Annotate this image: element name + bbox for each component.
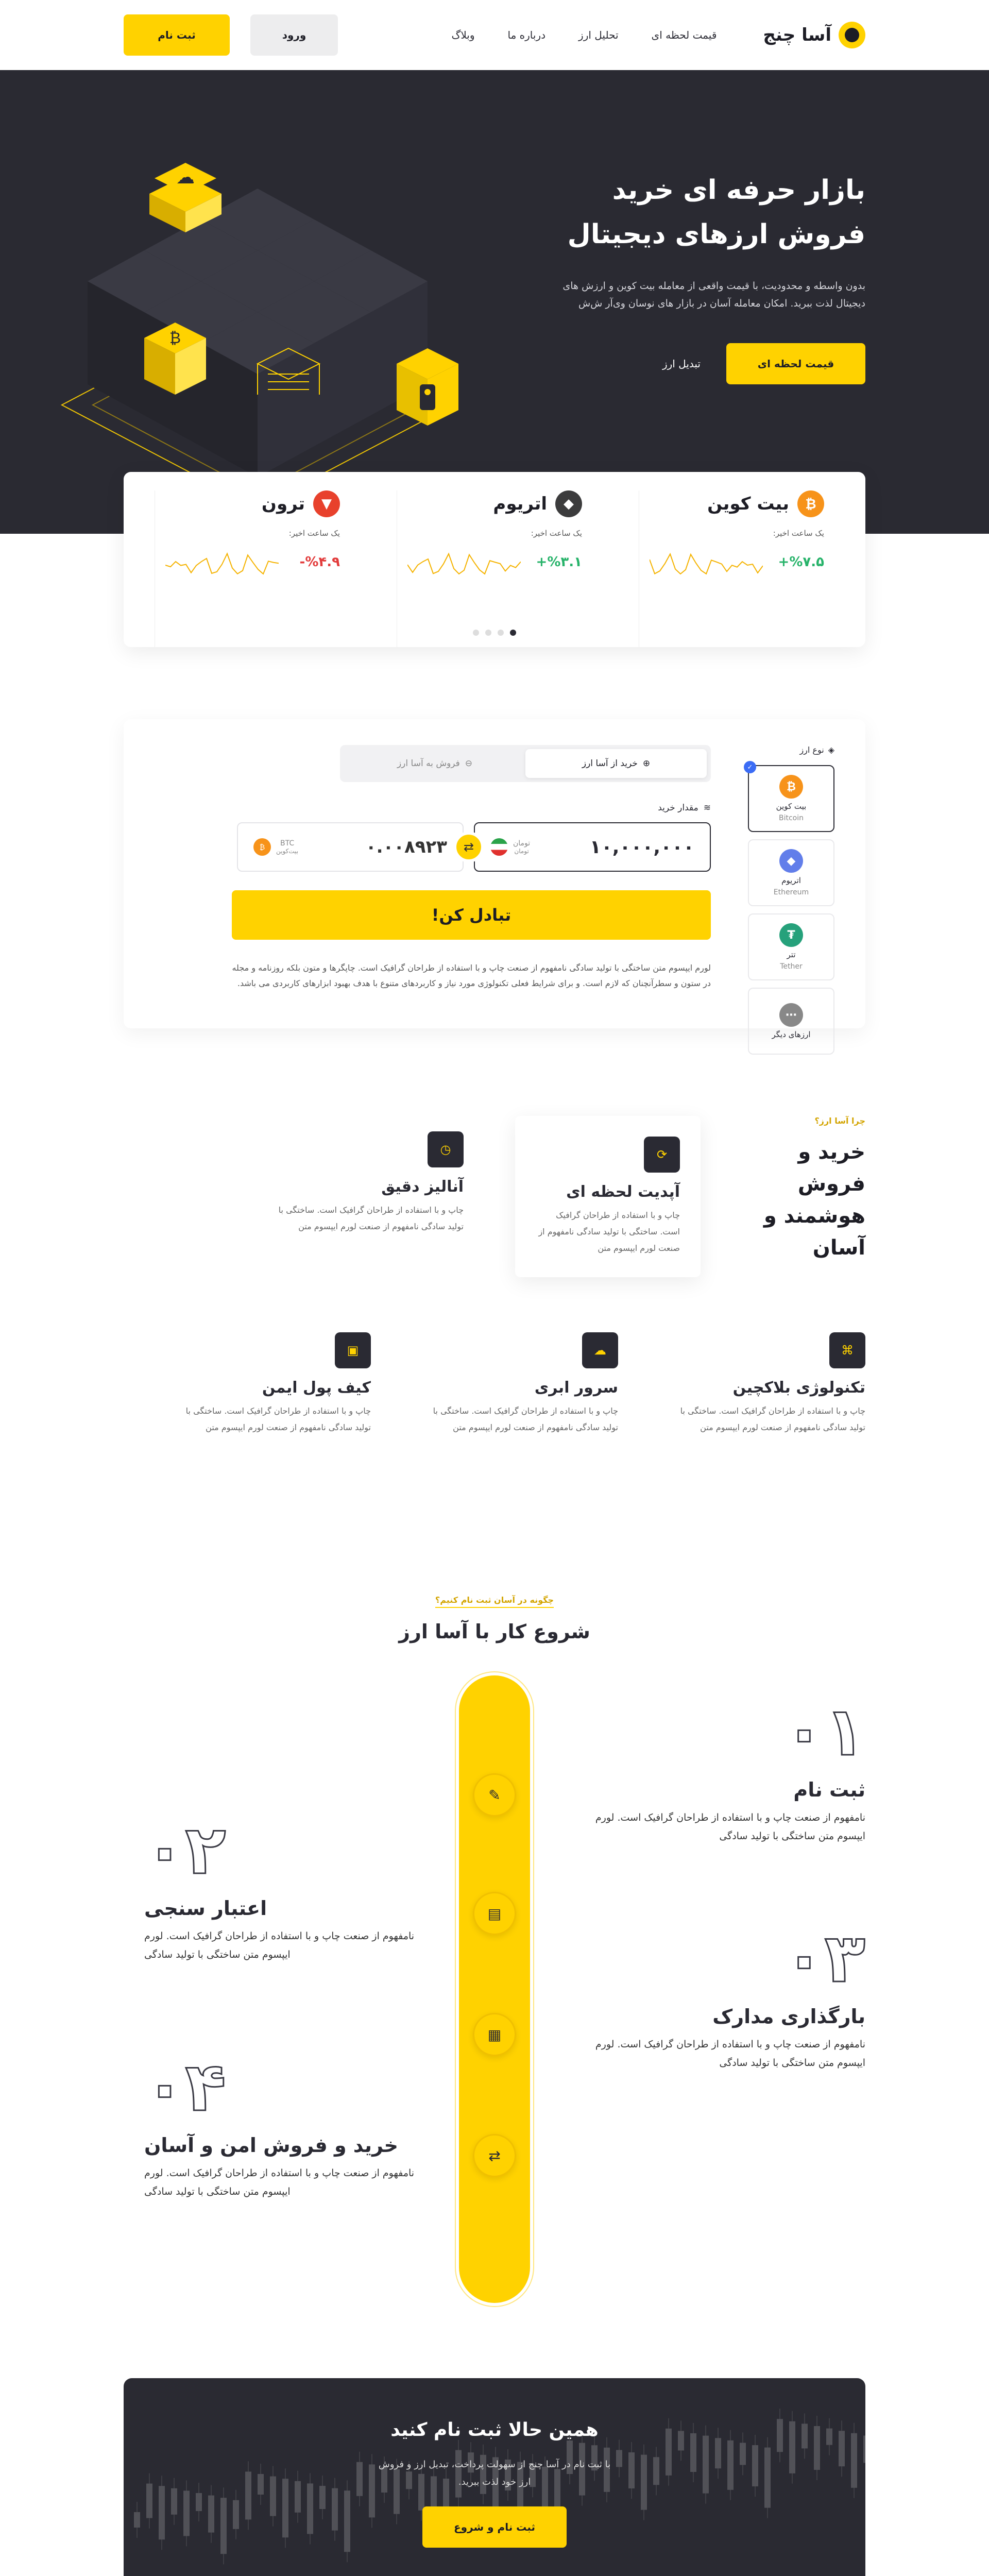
nav-live-price[interactable]: قیمت لحظه ای <box>651 29 717 41</box>
register-icon: ✎ <box>473 1773 516 1817</box>
wallet-icon: ▣ <box>335 1332 371 1368</box>
sparkline-line <box>650 554 763 574</box>
step-description: نامفهوم از صنعت چاپ و با استفاده از طراحان گرافیک است. لورم ایپسوم متن ساختگی با تولید سادگی <box>595 2039 865 2069</box>
feature-description: چاپ و با استفاده از طراحان گرافیک است. ساختگی با تولید سادگی نامفهوم از صنعت لورم ایپسوم متن <box>680 1406 865 1432</box>
coin-name-en: Bitcoin <box>779 814 804 822</box>
step-number: ۰۲ <box>144 1811 226 1889</box>
feature-card <box>185 1332 371 1436</box>
sparkline-line <box>165 554 279 574</box>
step-item <box>144 2048 433 2201</box>
price-card[interactable] <box>639 490 834 647</box>
btc-currency[interactable] <box>253 838 298 856</box>
features-section <box>0 1116 989 1513</box>
feature-card <box>433 1332 618 1436</box>
price-card-name: ترون <box>261 494 305 514</box>
hero-text <box>556 168 865 384</box>
bitcoin-icon: ₿ <box>253 838 271 856</box>
price-card-period: یک ساعت اخیر: <box>531 529 582 538</box>
carousel-dots <box>473 630 516 636</box>
cta-signup-button[interactable]: ثبت نام و شروع <box>422 2506 567 2548</box>
tab-buy[interactable] <box>525 749 707 778</box>
live-price-button[interactable]: قیمت لحظه ای <box>726 343 865 384</box>
coin-option[interactable] <box>748 988 834 1055</box>
trade-icon: ⇄ <box>473 2134 516 2177</box>
step-number: ۰۴ <box>144 2048 226 2126</box>
hero-title: بازار حرفه ای خرید فروش ارزهای دیجیتال <box>567 175 865 250</box>
minus-circle-icon: ⊖ <box>465 758 473 769</box>
feature-description: چاپ و با استفاده از طراحان گرافیک است. ساختگی با تولید سادگی نامفهوم از صنعت لورم ایپسوم متن <box>433 1406 618 1432</box>
price-change: %۷.۵+ <box>778 554 824 570</box>
coin-icon: ◆ <box>779 849 803 873</box>
coin-option[interactable] <box>748 839 834 906</box>
coin-icon: ₿ <box>779 775 803 799</box>
step-description: نامفهوم از صنعت چاپ و با استفاده از طراحان گرافیک است. لورم ایپسوم متن ساختگی با تولید سادگی <box>144 2167 415 2197</box>
sparkline-line <box>407 554 521 574</box>
feature-card <box>515 1116 701 1277</box>
feature-title: کیف پول ایمن <box>262 1379 371 1397</box>
step-item <box>144 1811 433 1964</box>
brand-logo[interactable] <box>763 22 865 48</box>
iran-flag-icon <box>490 838 508 856</box>
price-card-header <box>407 490 582 517</box>
sparkline-chart <box>407 544 521 580</box>
cloud-icon: ☁ <box>582 1332 618 1368</box>
steps-kicker: چگونه در آسان ثبت نام کنیم؟ <box>435 1595 554 1608</box>
features-title: خرید و فروش هوشمند و آسان <box>763 1140 865 1260</box>
logo-icon <box>839 22 865 48</box>
price-card-header <box>650 490 824 517</box>
site-header <box>0 0 989 70</box>
header-actions <box>124 14 338 56</box>
step-title: خرید و فروش امن و آسان <box>144 2134 399 2157</box>
svg-text:☁: ☁ <box>176 167 195 188</box>
currency-out-label: BTC <box>280 839 295 848</box>
exchange-tabs <box>340 745 711 782</box>
feature-title: آپدیت لحظه ای <box>566 1183 680 1201</box>
verify-icon: ▤ <box>473 1892 516 1935</box>
step-title: بارگذاری مدارک <box>712 2005 865 2028</box>
carousel-dot[interactable] <box>498 630 504 636</box>
tab-buy-label: خرید از آسا ارز <box>582 758 638 769</box>
amount-input-value: ۱۰,۰۰۰,۰۰۰ <box>589 836 694 858</box>
svg-text:₿: ₿ <box>169 329 181 347</box>
coin-icon: ⋯ <box>779 1003 803 1027</box>
feature-title: تکنولوژی بلاکچین <box>732 1379 865 1397</box>
cta-title: همین حالا ثبت نام کنید <box>390 2419 599 2441</box>
price-card-period: یک ساعت اخیر: <box>288 529 340 538</box>
nav-about[interactable]: درباره ما <box>507 29 546 41</box>
step-item <box>577 1919 865 2072</box>
hero-section <box>0 70 989 534</box>
carousel-dot[interactable] <box>485 630 491 636</box>
coin-name: تتر <box>787 950 796 959</box>
nav-analysis[interactable]: تحلیل ارز <box>578 29 619 41</box>
exchange-widget <box>124 719 865 1039</box>
exchange-submit-button[interactable]: تبادل کن! <box>232 890 711 940</box>
stack-icon: ≋ <box>703 803 711 813</box>
signup-banner <box>124 2378 865 2576</box>
price-card[interactable] <box>397 490 592 647</box>
price-cards <box>124 472 865 647</box>
price-card-period: یک ساعت اخیر: <box>773 529 824 538</box>
tron-icon: ▼ <box>313 490 340 517</box>
convert-currency-link[interactable]: تبدیل ارز <box>662 358 701 370</box>
feature-card <box>278 1131 464 1235</box>
main-nav <box>451 29 717 41</box>
crypto-cubes-illustration <box>0 116 515 529</box>
step-number: ۰۳ <box>783 1919 865 1997</box>
hero-description: بدون واسطه و محدودیت، با قیمت واقعی از معامله بیت کوین و ارزش های دیجیتال لذت ببرید. امکان معامله آسان در بازار های نوسان وی‌آر ش‌ش <box>562 280 865 309</box>
coin-name: بیت کوین <box>776 802 807 811</box>
brand-name: آسا چنج <box>763 25 831 45</box>
coin-name-en: Ethereum <box>773 888 809 896</box>
plus-circle-icon: ⊕ <box>642 758 651 769</box>
coin-name: اتریوم <box>781 876 801 885</box>
price-card-row <box>650 544 824 580</box>
price-card-name: اتریوم <box>493 494 547 514</box>
coin-icon: ₮ <box>779 923 803 947</box>
feature-description: چاپ و با استفاده از طراحان گرافیک است. ساختگی با تولید سادگی نامفهوم از صنعت لورم ایپسوم متن <box>278 1205 464 1231</box>
coin-list-title: نوع ارز <box>799 745 824 755</box>
coin-selector <box>747 745 834 1039</box>
bitcoin-icon: ₿ <box>797 490 824 517</box>
blockchain-icon: ⌘ <box>829 1332 865 1368</box>
sparkline-chart <box>165 544 279 580</box>
signup-button[interactable]: ثبت نام <box>124 14 230 56</box>
step-description: نامفهوم از صنعت چاپ و با استفاده از طراحان گرافیک است. لورم ایپسوم متن ساختگی با تولید سادگی <box>144 1930 415 1960</box>
coin-option[interactable] <box>748 913 834 980</box>
document-icon: ▦ <box>473 2013 516 2056</box>
amount-output <box>237 822 464 872</box>
tab-sell[interactable] <box>344 749 525 778</box>
price-card-name: بیت کوین <box>707 494 789 514</box>
currency-in-label: تومان <box>513 839 531 848</box>
sparkline-chart <box>650 544 763 580</box>
tab-sell-label: فروش به آسا ارز <box>397 758 460 769</box>
refresh-icon: ⟳ <box>644 1137 680 1173</box>
steps-section <box>0 1595 989 2342</box>
feature-card <box>680 1332 865 1436</box>
amount-output-value: ۰.۰۰۸۹۲۳ <box>365 837 447 857</box>
amount-label: مقدار خرید <box>658 803 698 813</box>
carousel-dot[interactable] <box>473 630 479 636</box>
step-title: اعتبار سنجی <box>144 1897 267 1920</box>
exchange-form <box>155 745 726 1003</box>
coin-option[interactable] <box>748 765 834 832</box>
currency-in-sub: تومان <box>514 848 529 855</box>
check-icon: ✓ <box>744 761 756 773</box>
feature-description: چاپ و با استفاده از طراحان گرافیک است. ساختگی با تولید سادگی نامفهوم از صنعت لورم ایپسوم متن <box>185 1406 371 1432</box>
carousel-dot[interactable] <box>510 630 516 636</box>
swap-icon: ⇄ <box>463 840 474 854</box>
step-item <box>577 1692 865 1845</box>
features-kicker: چرا آسا ارز؟ <box>814 1116 865 1126</box>
amount-input[interactable] <box>474 822 711 872</box>
price-card[interactable] <box>155 490 350 647</box>
coin-name: ارزهای دیگر <box>772 1030 811 1039</box>
ethereum-icon: ◆ <box>555 490 582 517</box>
step-description: نامفهوم از صنعت چاپ و با استفاده از طراحان گرافیک است. لورم ایپسوم متن ساختگی با تولید سادگی <box>595 1812 865 1842</box>
feature-description: چاپ و با استفاده از طراحان گرافیک است. ساختگی با تولید سادگی نامفهوم از صنعت لورم ایپسوم متن <box>538 1210 680 1253</box>
price-card-row <box>165 544 340 580</box>
toman-currency[interactable] <box>490 838 530 856</box>
cta-section <box>0 2378 989 2576</box>
clock-icon: ◷ <box>428 1131 464 1167</box>
exchange-section <box>0 719 989 1039</box>
login-button[interactable]: ورود <box>250 14 338 56</box>
feature-title: سرور ابری <box>534 1379 618 1397</box>
nav-blog[interactable]: وبلاگ <box>451 29 475 41</box>
price-card-header <box>165 490 340 517</box>
steps-timeline <box>456 1672 533 2306</box>
step-title: ثبت نام <box>793 1778 865 1801</box>
currency-out-sub: بیت‌کوین <box>276 848 299 855</box>
coin-type-icon: ◈ <box>828 745 834 755</box>
price-change: %۳.۱+ <box>536 554 582 570</box>
swap-button[interactable] <box>453 832 484 862</box>
price-card-row <box>407 544 582 580</box>
step-number: ۰۱ <box>783 1692 865 1771</box>
steps-title: شروع کار با آسا ارز <box>399 1620 590 1643</box>
cta-description: با ثبت نام در آسا چنج از سهولت پرداخت، تبدیل ارز و فروش ارز خود لذت ببرید. <box>378 2459 611 2487</box>
feature-title: آنالیز دقیق <box>381 1178 464 1196</box>
price-change: %۴.۹- <box>299 554 340 570</box>
exchange-note: لورم ایپسوم متن ساختگی با تولید سادگی نامفهوم از صنعت چاپ و با استفاده از طراحان گرافیک است. چاپگرها و متون بلکه روزنامه و مجله در ستون و سطرآنچنان که لازم است. و برای شرایط فعلی تکنولوژی مورد نیاز و کاربردهای متنوع با هدف بهبود ابزارهای کاربردی می باشد. <box>232 963 711 988</box>
price-ticker <box>0 472 989 647</box>
coin-name-en: Tether <box>780 962 803 971</box>
